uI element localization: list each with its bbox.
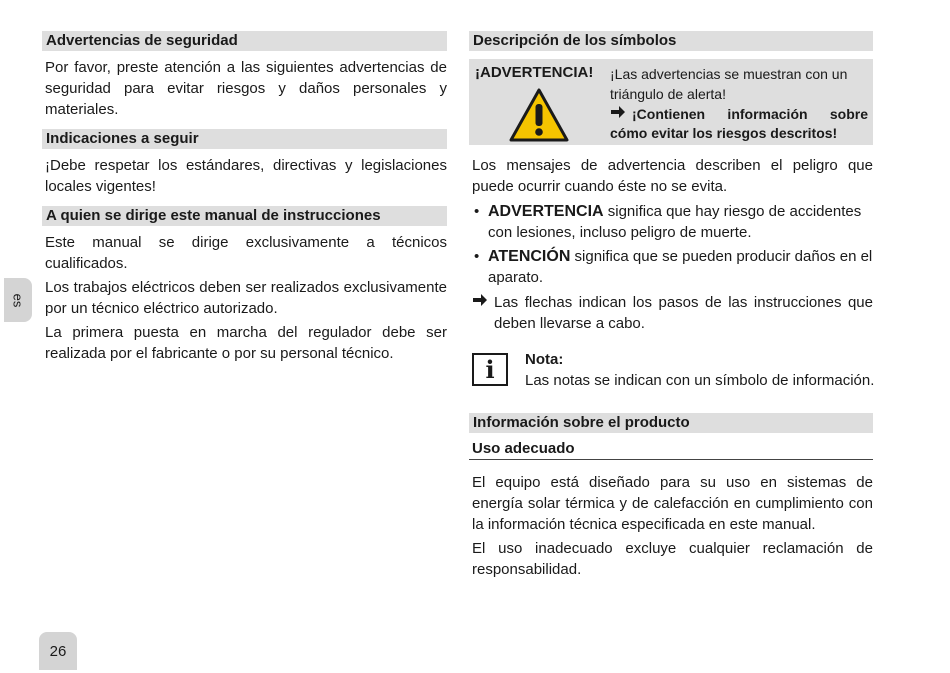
language-tab — [4, 278, 32, 322]
audience-paragraph: La primera puesta en marcha del regulador debe ser realizada por el fabricante o por su personal técnico. — [45, 324, 447, 362]
safety-text: Por favor, preste atención a las siguientes advertencias de seguridad para evitar riesgos y daños personales y materiales. — [45, 59, 447, 118]
note-text: Las notas se indican con un símbolo de información. — [525, 372, 875, 389]
warning-arrow-text: ¡Contienen información sobre cómo evitar los riesgos descritos! — [610, 106, 868, 141]
bullet-icon: • — [474, 203, 480, 220]
warning-arrow-block — [610, 105, 868, 143]
product-heading: Información sobre el producto — [469, 413, 873, 433]
warning-levels-list — [472, 201, 873, 288]
instructions-text: ¡Debe respetar los estándares, directivas y legislaciones locales vigentes! — [45, 157, 447, 195]
arrow-instruction-text: Las flechas indican los pasos de las instrucciones que deben llevarse a cabo. — [494, 294, 873, 332]
info-icon: i — [472, 353, 508, 386]
note-title: Nota: — [525, 351, 564, 368]
left-column — [42, 31, 447, 367]
warning-triangle-icon — [508, 87, 570, 143]
product-subheading: Uso adecuado — [469, 439, 873, 460]
product-paragraph: El equipo está diseñado para su uso en sistemas de energía solar térmica y de calefacción en cumplimiento con la información técnica especificada en este manual. — [472, 474, 873, 533]
arrow-right-icon — [472, 292, 488, 314]
right-column — [469, 31, 873, 583]
bullet-keyword: ADVERTENCIA — [488, 203, 604, 220]
warning-label: ¡ADVERTENCIA! — [475, 64, 594, 81]
bullet-text: significa que se pueden producir daños en el aparato. — [488, 248, 873, 286]
product-paragraph: El uso inadecuado excluye cualquier reclamación de responsabilidad. — [472, 540, 873, 578]
arrow-right-icon — [610, 105, 632, 124]
note-block — [472, 350, 873, 392]
list-item — [472, 201, 873, 243]
warning-text: ¡Las advertencias se muestran con un triángulo de alerta! — [610, 66, 848, 102]
bullet-icon: • — [474, 248, 480, 265]
instructions-heading: Indicaciones a seguir — [42, 129, 447, 149]
warning-box — [469, 59, 873, 145]
bullet-keyword: ATENCIÓN — [488, 248, 571, 265]
language-code: es — [10, 293, 26, 307]
page-number: 26 — [39, 632, 77, 670]
audience-paragraph: Los trabajos eléctricos deben ser realizados exclusivamente por un técnico eléctrico autorizado. — [45, 279, 447, 317]
safety-heading: Advertencias de seguridad — [42, 31, 447, 51]
warning-intro: Los mensajes de advertencia describen el peligro que puede ocurrir cuando éste no se evita. — [472, 157, 873, 195]
symbols-heading: Descripción de los símbolos — [469, 31, 873, 51]
bullet-text: significa que hay riesgo de accidentes con lesiones, incluso peligro de muerte. — [488, 203, 862, 241]
audience-heading: A quien se dirige este manual de instrucciones — [42, 206, 447, 226]
audience-paragraph: Este manual se dirige exclusivamente a técnicos cualificados. — [45, 234, 447, 272]
arrow-instruction — [472, 292, 873, 334]
list-item — [472, 246, 873, 288]
